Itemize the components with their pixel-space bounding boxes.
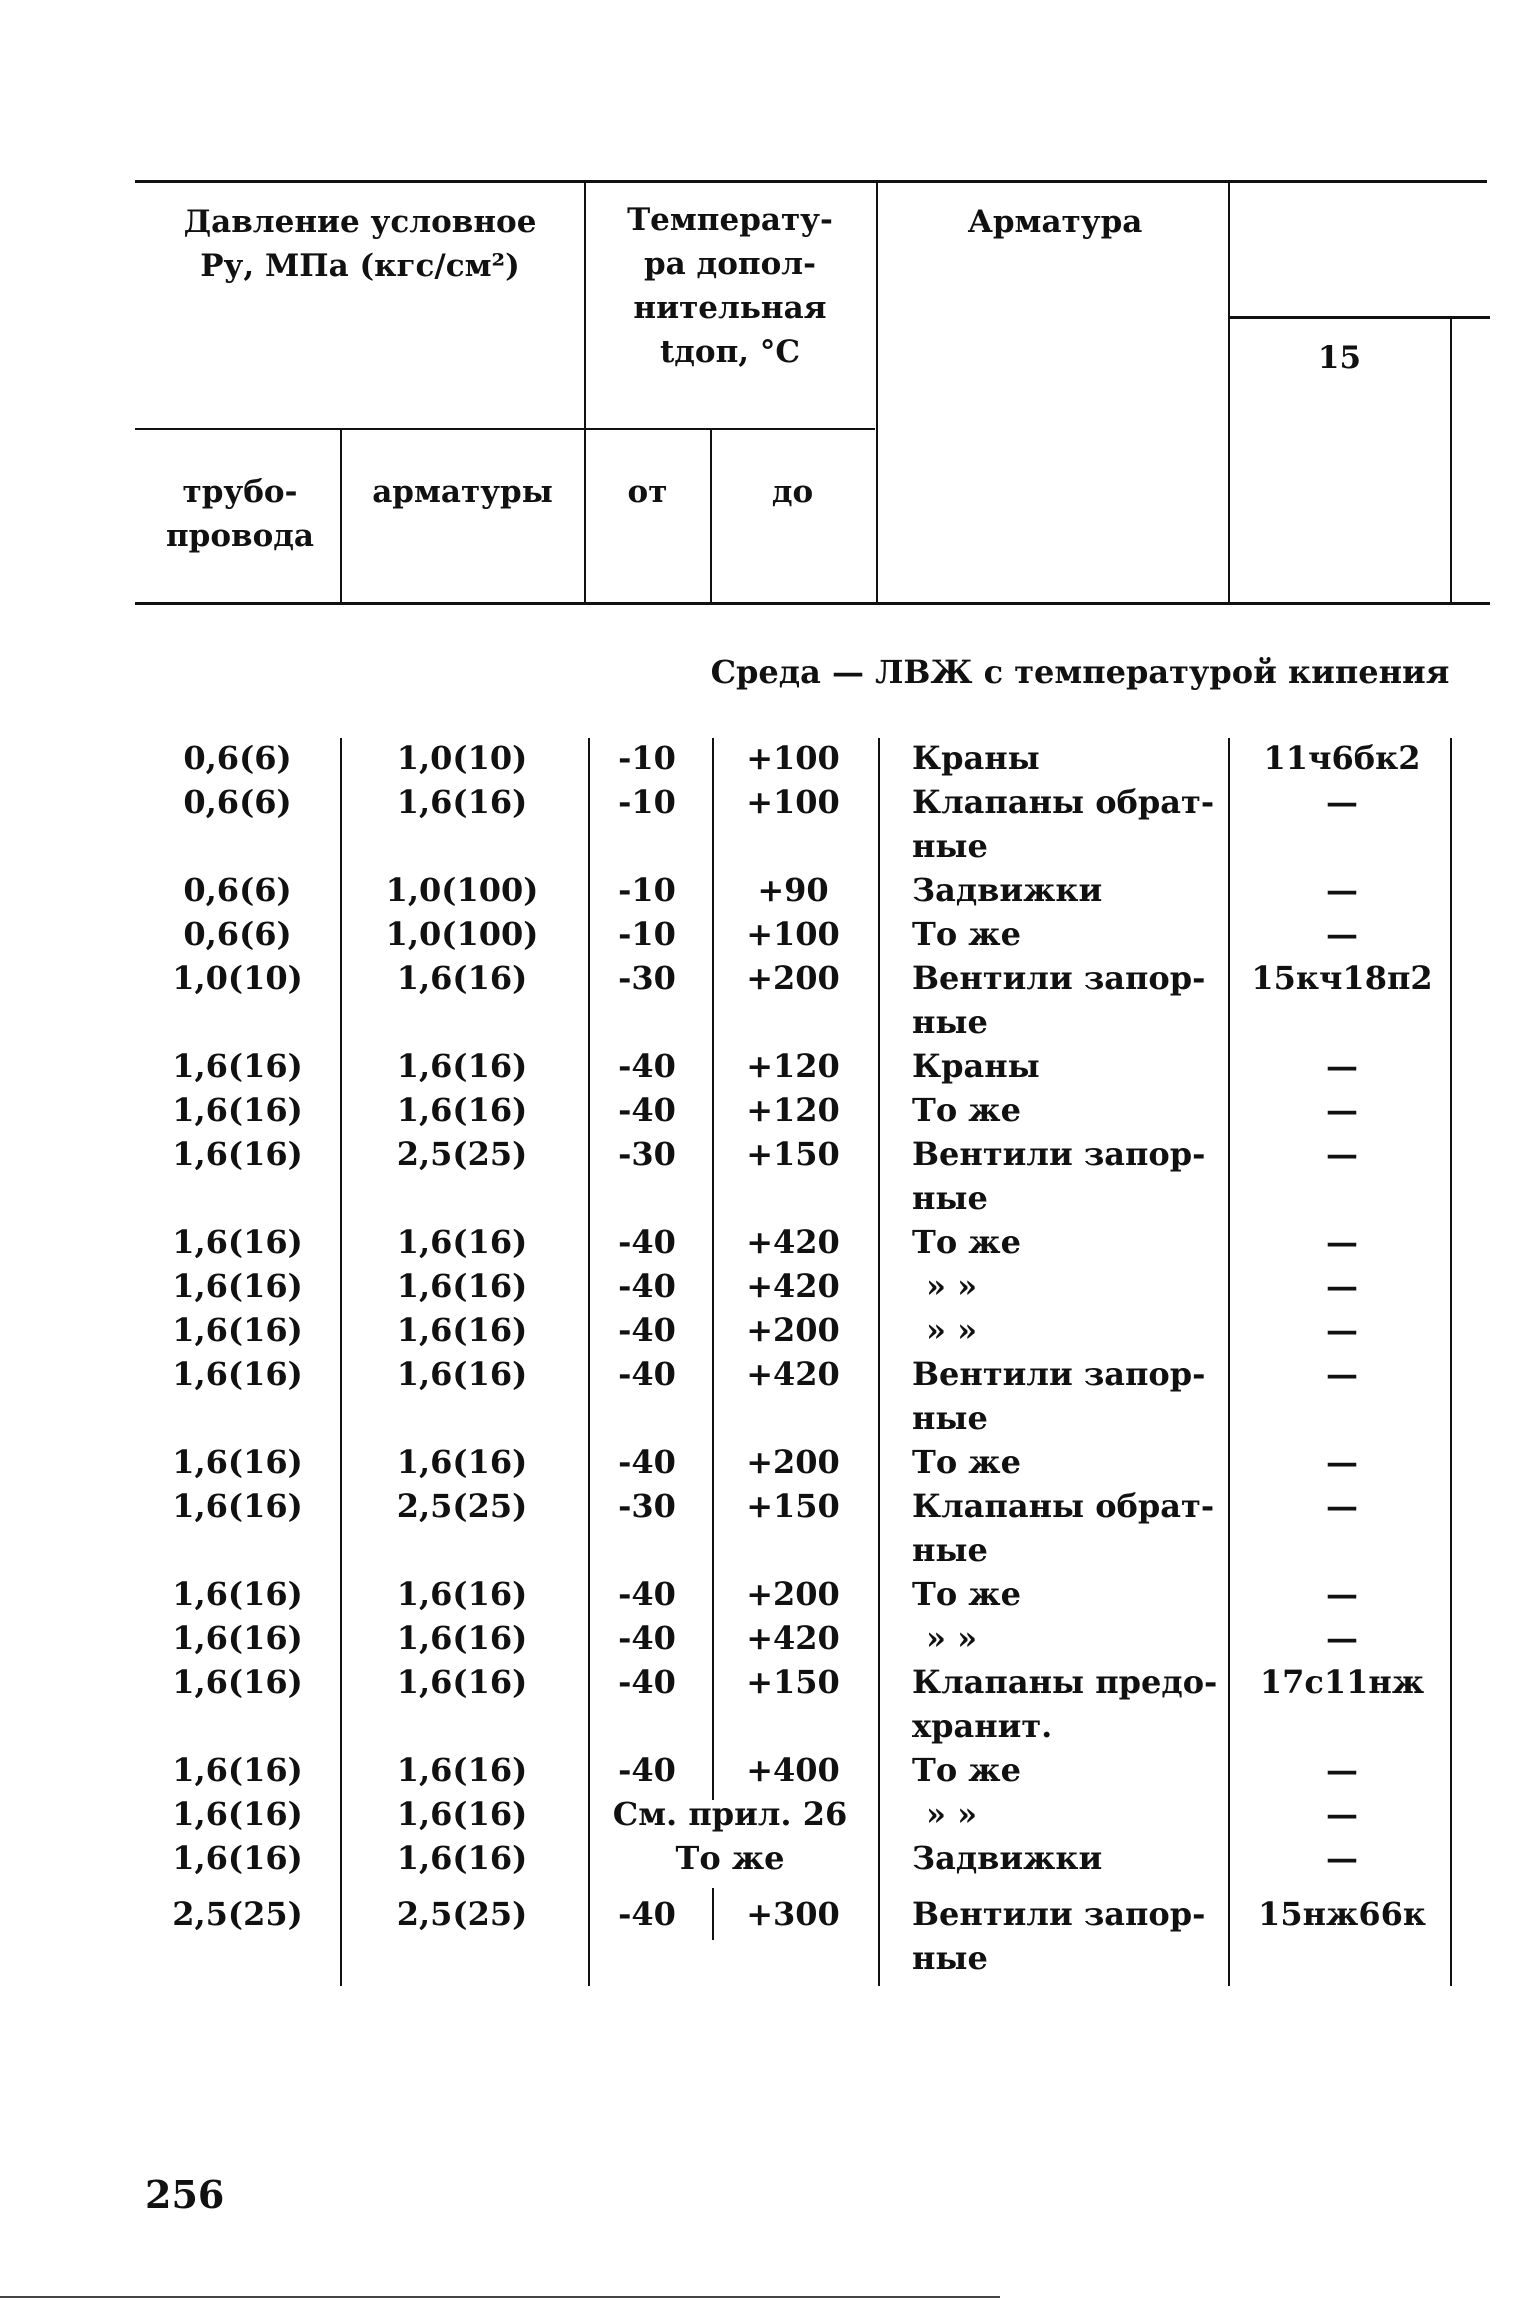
table-cell-name: » » [926,1619,978,1657]
table-cell-code: — [1326,1839,1358,1877]
table-cell-name: » » [926,1267,978,1305]
table-cell-armature: 1,6(16) [396,1619,528,1657]
table-cell-code: — [1326,871,1358,909]
table-cell-code: — [1326,1575,1358,1613]
table-cell-to: +420 [746,1267,840,1305]
table-cell-pipe: 1,6(16) [172,1839,303,1877]
table-cell-code: — [1326,783,1358,821]
table-cell-armature: 2,5(25) [396,1487,528,1525]
header-vline-2 [584,180,586,604]
table-cell-code: — [1326,1223,1358,1261]
table-cell-name: То же [912,1091,1021,1129]
header-vline-4 [876,180,878,604]
table-cell-name: Вентили запор- ные [912,1135,1206,1217]
table-cell-code: 17с11нж [1259,1663,1425,1701]
table-cell-to: +100 [746,915,840,953]
table-cell-pipe: 1,6(16) [172,1311,303,1349]
table-cell-pipe: 1,6(16) [172,1091,303,1129]
header-top-rule [135,180,1487,183]
table-cell-span-note: См. прил. 26 [612,1795,848,1833]
medium-caption: Среда — ЛВЖ с температурой кипения [710,653,1450,691]
header-bottom-rule [135,602,1490,605]
table-cell-pipe: 1,6(16) [172,1487,303,1525]
table-cell-armature: 1,6(16) [396,1795,528,1833]
table-cell-name: Задвижки [912,871,1103,909]
table-cell-armature: 1,0(100) [385,915,539,953]
table-cell-pipe: 0,6(6) [183,871,292,909]
header-vline-1 [340,428,342,604]
table-cell-pipe: 1,6(16) [172,1355,303,1393]
from-subheader: от [627,474,668,510]
table-cell-from: -40 [618,1267,676,1305]
table-cell-to: +200 [746,1575,840,1613]
table-cell-from: -40 [618,1895,676,1933]
table-cell-name: Задвижки [912,1839,1103,1877]
table-cell-pipe: 1,6(16) [172,1575,303,1613]
table-cell-pipe: 1,6(16) [172,1795,303,1833]
table-cell-armature: 1,6(16) [396,1355,528,1393]
table-cell-from: -30 [618,959,676,997]
table-cell-to: +200 [746,959,840,997]
table-cell-name: То же [912,915,1021,953]
table-cell-code: — [1326,1795,1358,1833]
table-cell-from: -40 [618,1223,676,1261]
header-vline-5 [1228,180,1230,604]
table-cell-code: — [1326,1355,1358,1393]
table-cell-name: То же [912,1575,1021,1613]
table-cell-armature: 1,6(16) [396,1751,528,1789]
table-cell-name: То же [912,1751,1021,1789]
table-cell-armature: 1,0(100) [385,871,539,909]
table-cell-code: — [1326,1135,1358,1173]
table-cell-to: +420 [746,1619,840,1657]
pressure-header: Давление условное Ру, МПа (кгс/см²) [183,204,537,284]
table-cell-from: -40 [618,1663,676,1701]
table-cell-from: -40 [618,1575,676,1613]
table-cell-code: — [1326,1267,1358,1305]
table-cell-code: — [1326,1443,1358,1481]
table-cell-armature: 1,6(16) [396,1839,528,1877]
table-cell-name: Краны [912,739,1040,777]
table-cell-pipe: 2,5(25) [172,1895,303,1933]
table-cell-from: -10 [618,783,676,821]
table-cell-code: — [1326,1487,1358,1525]
table-cell-from: -10 [618,871,676,909]
table-cell-name: » » [926,1311,978,1349]
table-cell-pipe: 1,6(16) [172,1135,303,1173]
table-cell-pipe: 1,6(16) [172,1663,303,1701]
table-cell-armature: 2,5(25) [396,1135,528,1173]
table-cell-from: -10 [618,915,676,953]
scan-edge-line [0,2296,1000,2298]
table-cell-code: — [1326,1311,1358,1349]
table-cell-name: Вентили запор- ные [912,959,1206,1041]
header-vline-6 [1450,316,1452,604]
table-cell-armature: 1,6(16) [396,959,528,997]
header-vline-3 [710,428,712,604]
table-cell-name: Краны [912,1047,1040,1085]
table-cell-armature: 1,6(16) [396,1267,528,1305]
table-cell-name: То же [912,1223,1021,1261]
table-cell-name: Клапаны обрат- ные [912,783,1215,865]
table-cell-from: -30 [618,1135,676,1173]
column-15-header: 15 [1317,340,1362,376]
table-cell-from: -30 [618,1487,676,1525]
table-cell-from: -40 [618,1751,676,1789]
table-cell-from: -40 [618,1091,676,1129]
table-cell-name: Клапаны обрат- ные [912,1487,1215,1569]
table-cell-armature: 1,6(16) [396,1575,528,1613]
table-cell-to: +200 [746,1443,840,1481]
table-cell-to: +150 [746,1135,840,1173]
armature-subheader: арматуры [372,474,553,510]
table-cell-name: » » [926,1795,978,1833]
table-cell-to: +90 [757,871,829,909]
table-cell-code: — [1326,1047,1358,1085]
table-cell-to: +400 [746,1751,840,1789]
table-cell-armature: 1,6(16) [396,1311,528,1349]
table-cell-from: -40 [618,1355,676,1393]
table-cell-pipe: 1,6(16) [172,1619,303,1657]
table-cell-name: Клапаны предо- хранит. [912,1663,1218,1745]
table-cell-code: 15нж66к [1258,1895,1426,1933]
table-cell-name: Вентили запор- ные [912,1895,1206,1977]
armature-header: Арматура [967,204,1143,240]
table-cell-from: -10 [618,739,676,777]
table-cell-name: То же [912,1443,1021,1481]
table-cell-armature: 1,0(10) [396,739,528,777]
table-cell-pipe: 0,6(6) [183,739,292,777]
table-cell-pipe: 0,6(6) [183,915,292,953]
table-cell-to: +120 [746,1091,840,1129]
table-cell-armature: 1,6(16) [396,1443,528,1481]
table-cell-code: 11ч6бк2 [1263,739,1421,777]
table-cell-pipe: 1,6(16) [172,1047,303,1085]
table-cell-armature: 1,6(16) [396,1047,528,1085]
table-cell-to: +120 [746,1047,840,1085]
header-mid-rule [135,428,875,430]
table-cell-armature: 1,6(16) [396,1091,528,1129]
table-cell-armature: 1,6(16) [396,783,528,821]
table-cell-to: +300 [746,1895,840,1933]
table-cell-to: +100 [746,739,840,777]
table-cell-to: +420 [746,1223,840,1261]
table-cell-code: 15кч18п2 [1251,959,1433,997]
table-cell-span-note: То же [675,1839,785,1877]
table-cell-code: — [1326,1091,1358,1129]
table-cell-pipe: 1,0(10) [172,959,303,997]
table-cell-from: -40 [618,1311,676,1349]
table-cell-armature: 2,5(25) [396,1895,528,1933]
table-cell-pipe: 1,6(16) [172,1751,303,1789]
table-cell-to: +100 [746,783,840,821]
table-cell-to: +420 [746,1355,840,1393]
table-cell-code: — [1326,1619,1358,1657]
page-number: 256 [145,2172,225,2217]
table-cell-pipe: 1,6(16) [172,1267,303,1305]
table-cell-from: -40 [618,1047,676,1085]
temperature-header: Температу- ра допол- нительная tдоп, °C [627,202,833,370]
table-cell-from: -40 [618,1619,676,1657]
table-cell-code: — [1326,1751,1358,1789]
table-cell-from: -40 [618,1443,676,1481]
pipe-subheader: трубо- провода [165,474,314,554]
table-cell-to: +150 [746,1487,840,1525]
table-cell-armature: 1,6(16) [396,1663,528,1701]
table-cell-code: — [1326,915,1358,953]
table-cell-armature: 1,6(16) [396,1223,528,1261]
table-cell-pipe: 1,6(16) [172,1443,303,1481]
body-vline-4 [878,738,880,1986]
table-cell-to: +150 [746,1663,840,1701]
table-cell-to: +200 [746,1311,840,1349]
table-cell-name: Вентили запор- ные [912,1355,1206,1437]
to-subheader: до [771,474,814,510]
table-cell-pipe: 1,6(16) [172,1223,303,1261]
table-cell-pipe: 0,6(6) [183,783,292,821]
